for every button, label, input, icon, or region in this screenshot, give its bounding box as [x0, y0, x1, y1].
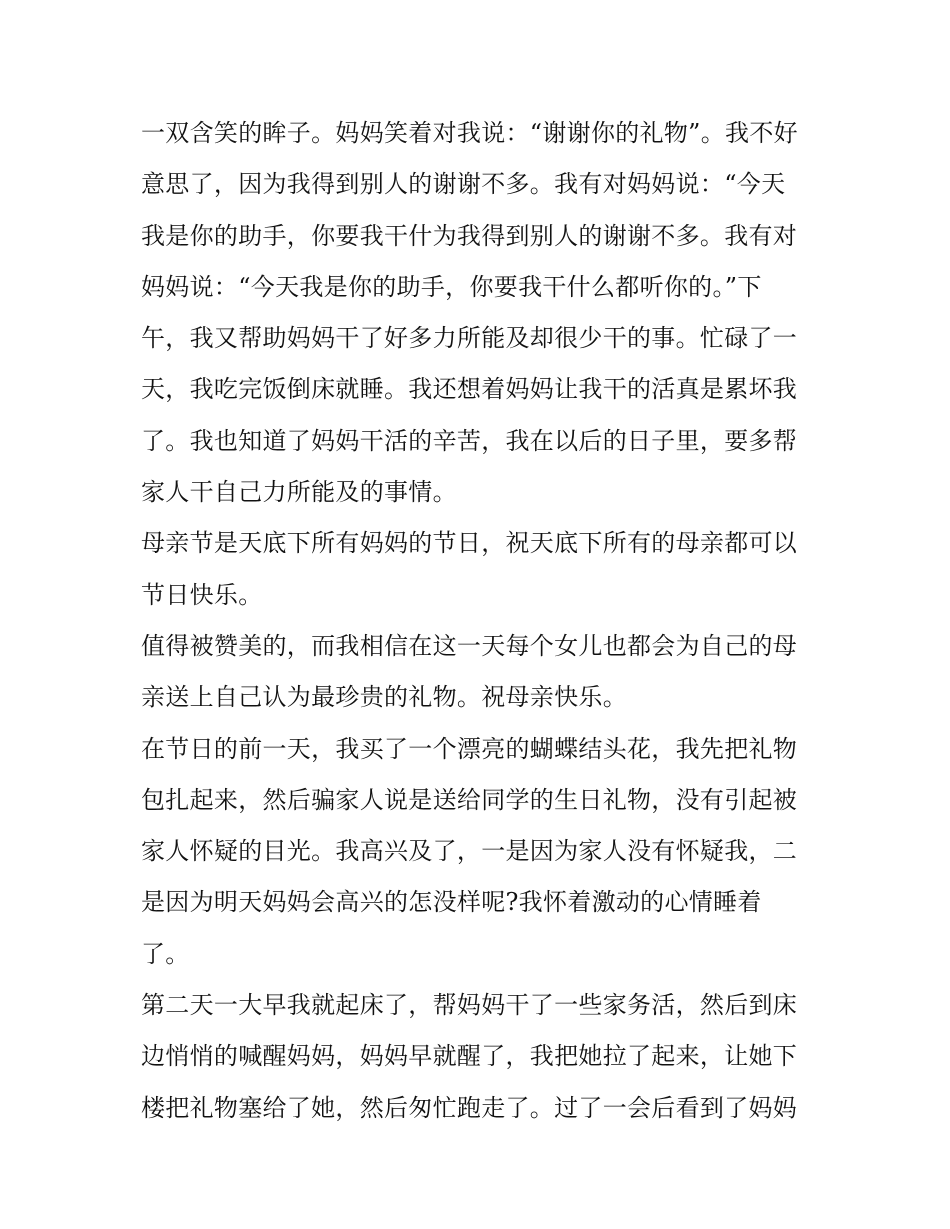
text-line: 亲送上自己认为最珍贵的礼物。祝母亲快乐。 [141, 683, 627, 712]
text-line: 在节日的前一天，我买了一个漂亮的蝴蝶结头花，我先把礼物 [141, 734, 798, 763]
document-body [141, 108, 813, 1134]
text-line: 包扎起来，然后骗家人说是送给同学的生日礼物，没有引起被 [141, 785, 798, 814]
text-line: 妈妈说：“今天我是你的助手，你要我干什么都听你的。”下 [141, 272, 762, 301]
text-line: 家人干自己力所能及的事情。 [141, 478, 457, 507]
text-line: 值得被赞美的，而我相信在这一天每个女儿也都会为自己的母 [141, 631, 798, 660]
text-line: 一双含笑的眸子。妈妈笑着对我说：“谢谢你的礼物”。我不好 [141, 119, 798, 147]
text-line: 第二天一大早我就起床了，帮妈妈干了一些家务活，然后到床 [141, 991, 798, 1020]
text-line: 母亲节是天底下所有妈妈的节日，祝天底下所有的母亲都可以 [141, 529, 798, 558]
text-line: 边悄悄的喊醒妈妈，妈妈早就醒了，我把她拉了起来，让她下 [141, 1042, 798, 1071]
text-line: 楼把礼物塞给了她，然后匆忙跑走了。过了一会后看到了妈妈 [141, 1093, 798, 1122]
text-line: 是因为明天妈妈会高兴的怎没样呢?我怀着激动的心情睡着 [141, 888, 762, 917]
text-line: 了。 [141, 939, 190, 968]
text-line: 家人怀疑的目光。我高兴及了，一是因为家人没有怀疑我，二 [141, 837, 798, 866]
text-line: 节日快乐。 [141, 580, 263, 609]
text-line: 我是你的助手，你要我干什为我得到别人的谢谢不多。我有对 [141, 221, 798, 250]
text-line: 午，我又帮助妈妈干了好多力所能及却很少干的事。忙碌了一 [141, 324, 798, 353]
text-line: 了。我也知道了妈妈干活的辛苦，我在以后的日子里，要多帮 [141, 426, 798, 455]
text-line: 意思了，因为我得到别人的谢谢不多。我有对妈妈说：“今天 [141, 170, 786, 199]
text-line: 天，我吃完饭倒床就睡。我还想着妈妈让我干的活真是累坏我 [141, 375, 798, 404]
